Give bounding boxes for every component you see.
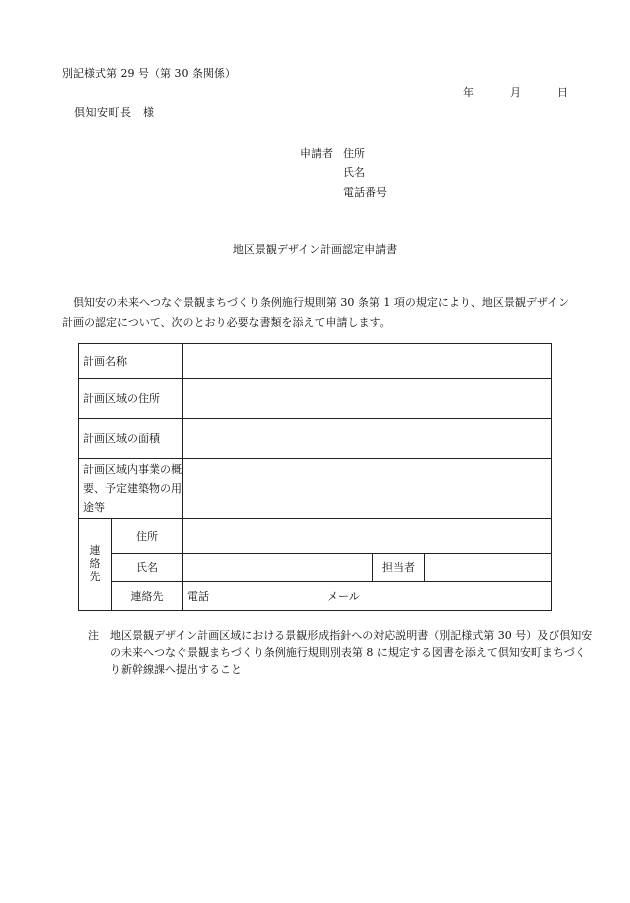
contact-info-label: 連絡先 bbox=[112, 582, 183, 611]
date-year-label: 年 bbox=[463, 86, 474, 99]
table-row bbox=[79, 344, 552, 379]
note-mark: 注 bbox=[88, 629, 99, 642]
recipient: 倶知安町長 様 bbox=[74, 106, 155, 119]
date-month-label: 月 bbox=[510, 86, 521, 99]
contact-name-label: 氏名 bbox=[112, 554, 183, 582]
applicant-label: 申請者 bbox=[300, 147, 333, 160]
table-row bbox=[79, 419, 552, 459]
person-in-charge-field[interactable] bbox=[425, 554, 552, 582]
table-row bbox=[79, 519, 552, 554]
contact-address-label: 住所 bbox=[112, 519, 183, 554]
contact-address-field[interactable] bbox=[183, 519, 552, 554]
contact-group-text: 連絡先 bbox=[89, 544, 101, 583]
form-number: 別記様式第 29 号（第 30 条関係） bbox=[62, 67, 236, 80]
note-text: 地区景観デザイン計画区域における景観形成指針への対応説明書（別記様式第 30 号）及び倶知安の未来へつなぐ景観まちづくり条例施行規則別表第 8 に規定する図書を添えて倶知安町まちづくり新幹線課へ提出すること bbox=[110, 629, 593, 676]
date-day-label: 日 bbox=[557, 86, 568, 99]
person-in-charge-label: 担当者 bbox=[373, 554, 425, 582]
applicant-name-label: 氏名 bbox=[343, 166, 365, 179]
table-row bbox=[79, 459, 552, 519]
footnote bbox=[88, 627, 594, 678]
applicant-phone-label: 電話番号 bbox=[343, 186, 387, 199]
table-row bbox=[79, 554, 552, 582]
application-table bbox=[78, 343, 552, 611]
plan-name-label: 計画名称 bbox=[79, 344, 183, 379]
plan-area-size-label: 計画区域の面積 bbox=[79, 419, 183, 459]
contact-info-field[interactable] bbox=[183, 582, 552, 611]
contact-name-field[interactable] bbox=[183, 554, 373, 582]
document-title: 地区景観デザイン計画認定申請書 bbox=[232, 243, 398, 256]
table-row bbox=[79, 379, 552, 419]
applicant-address-label: 住所 bbox=[343, 147, 365, 160]
contact-group-label bbox=[79, 519, 112, 611]
plan-area-size-field[interactable] bbox=[183, 419, 552, 459]
email-label: メール bbox=[327, 589, 360, 603]
business-overview-field[interactable] bbox=[183, 459, 552, 519]
business-overview-label: 計画区域内事業の概要、予定建築物の用途等 bbox=[79, 459, 183, 519]
table-row bbox=[79, 582, 552, 611]
plan-area-address-label: 計画区域の住所 bbox=[79, 379, 183, 419]
plan-name-field[interactable] bbox=[183, 344, 552, 379]
phone-label: 電話 bbox=[187, 589, 209, 603]
body-paragraph: 倶知安の未来へつなぐ景観まちづくり条例施行規則第 30 条第 1 項の規定により、地区景観デザイン計画の認定について、次のとおり必要な書類を添えて申請します。 bbox=[62, 296, 570, 329]
plan-area-address-field[interactable] bbox=[183, 379, 552, 419]
